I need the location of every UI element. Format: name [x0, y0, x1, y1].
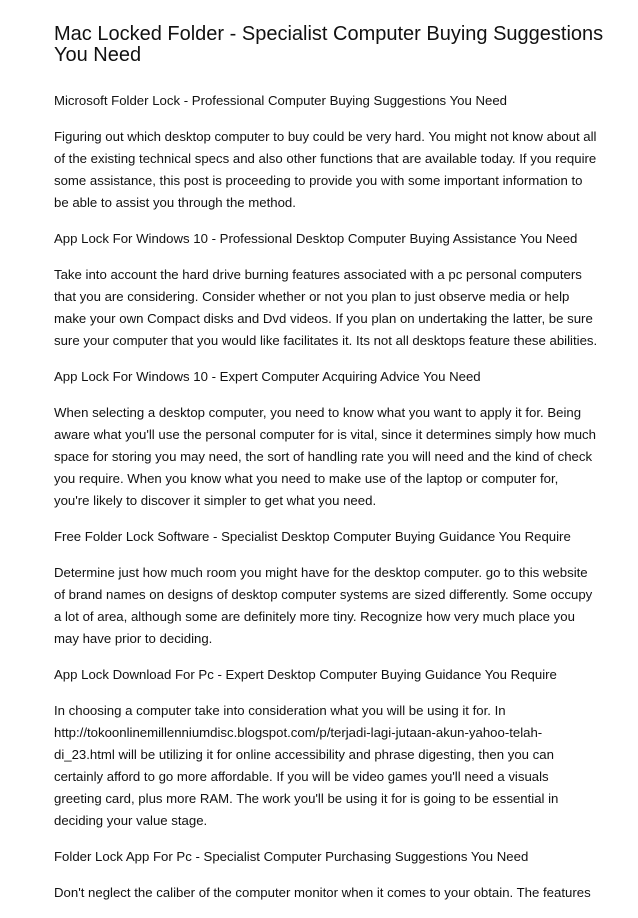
paragraph-line: may have prior to deciding. — [54, 631, 213, 646]
section-heading: Free Folder Lock Software - Specialist Desktop Computer Buying Guidance You Require — [54, 529, 571, 544]
paragraph-line: aware what you'll use the personal computer for is vital, since it determines simply how much — [54, 427, 596, 442]
section-paragraph — [54, 700, 588, 832]
section-heading: App Lock For Windows 10 - Expert Computer Acquiring Advice You Need — [54, 369, 481, 384]
paragraph-line: space for storing you may need, the sort of handling rate you will need and the kind of check — [54, 449, 593, 464]
paragraph-line: deciding your value stage. — [54, 813, 208, 828]
paragraph-line: Determine just how much room you might have for the desktop computer. go to this website — [54, 565, 588, 580]
document-page — [54, 23, 604, 918]
page-title — [54, 23, 604, 66]
paragraph-line: di_23.html will be utilizing it for online accessibility and phrase digesting, then you can — [54, 747, 554, 762]
paragraph-line: certainly afford to go more affordable. If you will be video games you'll need a visuals — [54, 769, 549, 784]
section-heading: App Lock For Windows 10 - Professional Desktop Computer Buying Assistance You Need — [54, 231, 578, 246]
paragraph-line: a lot of area, although some are definitely more tiny. Recognize how very much place you — [54, 609, 575, 624]
paragraph-line: make your own Compact disks and Dvd videos. If you plan on undertaking the latter, be sure — [54, 311, 593, 326]
section-paragraph — [54, 264, 598, 352]
paragraph-line: Don't neglect the caliber of the computer monitor when it comes to your obtain. The features — [54, 885, 591, 900]
paragraph-line: Figuring out which desktop computer to buy could be very hard. You might not know about all — [54, 129, 597, 144]
paragraph-line: When selecting a desktop computer, you need to know what you want to apply it for. Being — [54, 405, 582, 420]
paragraph-link-line[interactable]: http://tokoonlinemillenniumdisc.blogspot.com/p/terjadi-lagi-jutaan-akun-yahoo-telah- — [54, 725, 543, 740]
paragraph-line: you require. When you know what you need to make use of the laptop or computer for, — [54, 471, 559, 486]
paragraph-line: of brand names on designs of desktop computer systems are sized differently. Some occupy — [54, 587, 593, 602]
paragraph-line: sure your computer that you would like facilitates it. Its not all desktops feature these abilities. — [54, 333, 598, 348]
section-heading: Folder Lock App For Pc - Specialist Computer Purchasing Suggestions You Need — [54, 849, 529, 864]
paragraph-line: you're likely to discover it simpler to get what you need. — [54, 493, 377, 508]
paragraph-line: In choosing a computer take into consideration what you will be using it for. In — [54, 703, 506, 718]
paragraph-line: that you are considering. Consider whether or not you plan to just observe media or help — [54, 289, 570, 304]
paragraph-line: of the existing technical specs and also other functions that are available today. If you require — [54, 151, 597, 166]
title-line: Mac Locked Folder - Specialist Computer Buying Suggestions — [54, 23, 604, 45]
paragraph-line: Take into account the hard drive burning features associated with a pc personal computers — [54, 267, 582, 282]
section-paragraph — [54, 562, 593, 650]
paragraph-line: some assistance, this post is proceeding to provide you with some important information to — [54, 173, 583, 188]
section-heading: App Lock Download For Pc - Expert Desktop Computer Buying Guidance You Require — [54, 667, 557, 682]
section-paragraph — [54, 126, 597, 214]
section-paragraph — [54, 882, 591, 904]
section-heading: Microsoft Folder Lock - Professional Computer Buying Suggestions You Need — [54, 93, 508, 108]
title-line: You Need — [54, 44, 142, 66]
section-paragraph — [54, 402, 596, 512]
paragraph-line: greeting card, plus more RAM. The work you'll be using it for is going to be essential in — [54, 791, 559, 806]
paragraph-line: be able to assist you through the method. — [54, 195, 296, 210]
